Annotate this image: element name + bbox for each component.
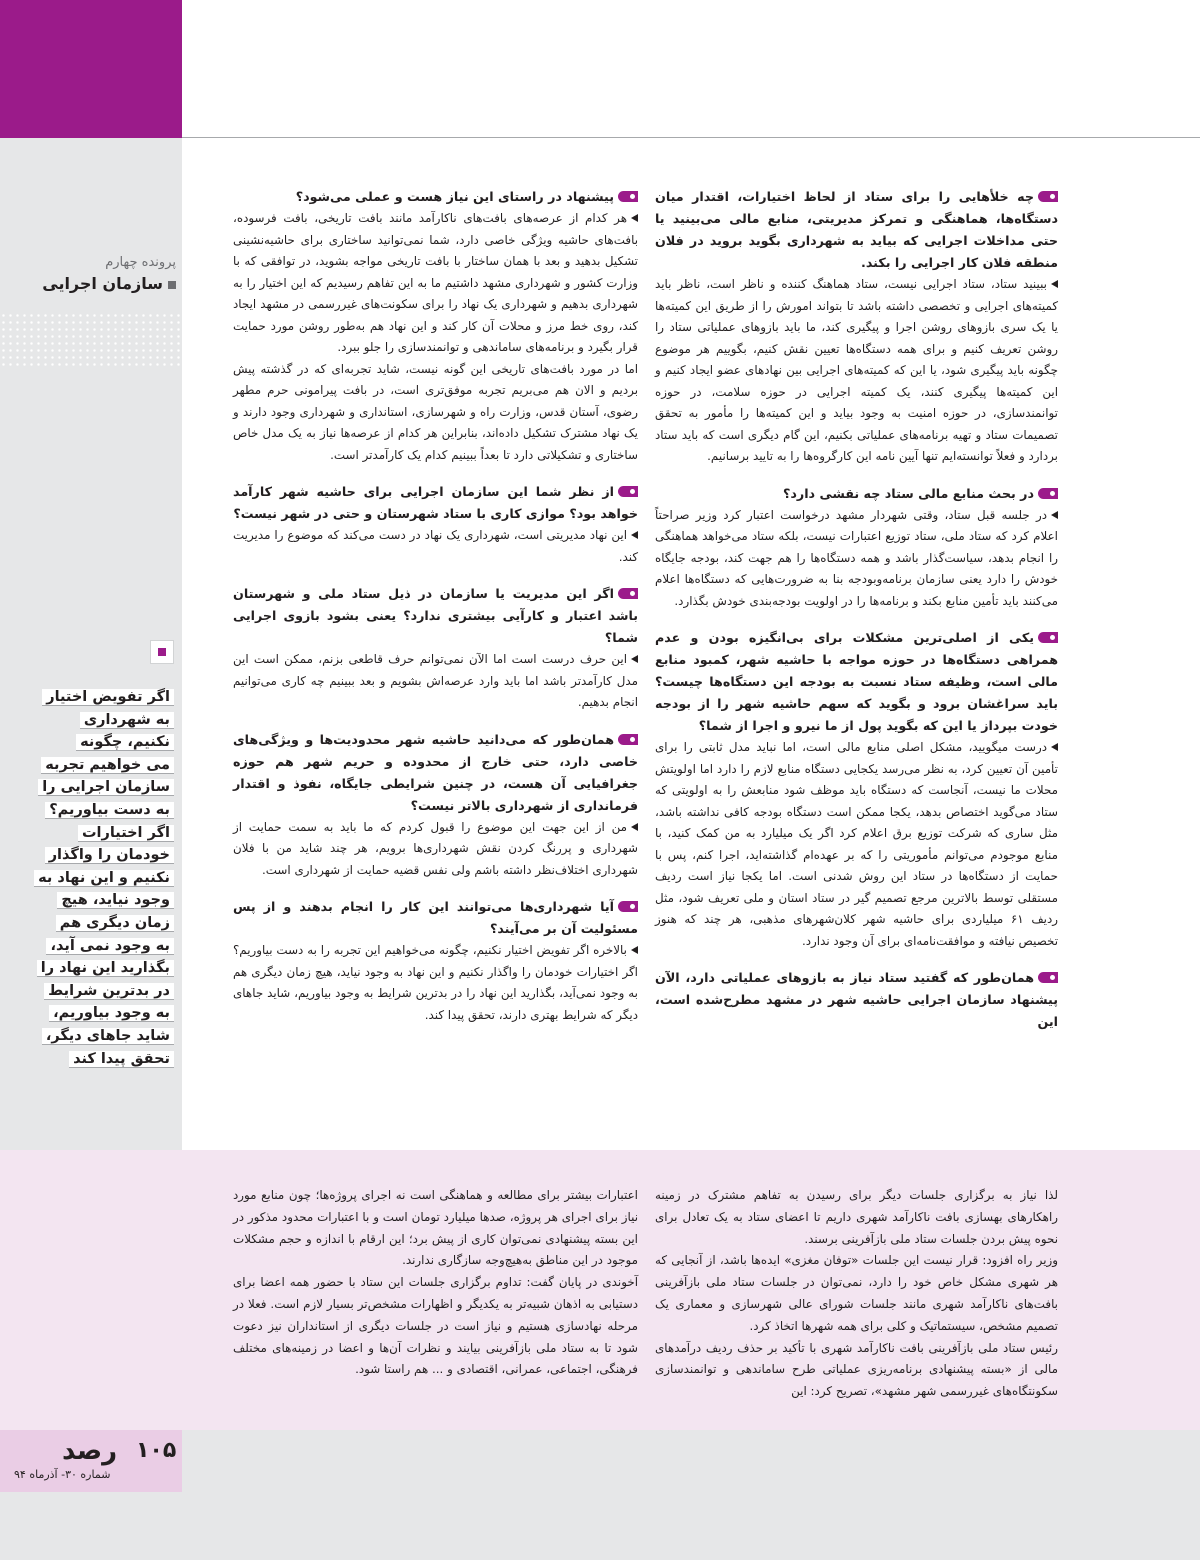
answer [233,359,638,467]
question [233,729,638,817]
news-paragraph: رئیس ستاد ملی بازآفرینی بافت ناکارآمد شهری با تأکید بر حذف ردیف درآمدهای مالی از «بسته پیشنهادی برنامه‌ریزی عملیاتی طرح ساماندهی و توانمندسازی سکونتگاه‌های غیررسمی شهر مشهد»، تصریح کرد: این [655,1340,1058,1399]
question-marker-icon [1038,972,1058,983]
section-number: پرونده چهارم [105,255,176,270]
answer [233,649,638,714]
question-marker-icon [618,588,638,599]
section-title [10,274,176,293]
question-text: یکی از اصلی‌ترین مشکلات برای بی‌انگیزه بودن و عدم همراهی دستگاه‌ها در حوزه مواجه با حاشیه شهر، کمبود منابع مالی است، وظیفه ستاد نسبت به بودجه این دستگاه‌ها چیست؟ باید سراغشان برود و بگوید که سهم حاشیه شهر را از بودجه خودت بپرداز یا این که بگوید پول از ما نیرو و اجرا از شما؟ [655,630,1058,733]
answer-text: اما در مورد بافت‌های تاریخی این گونه نیست، شاید تجربه‌ای که در گذشته پیش بردیم و الان هم می‌بریم تجربه موفق‌تری است، در بافت پیرامونی حرم مطهر رضوی، آستان قدس، وزارت راه و شهرسازی، استانداری و شهرداری وجود دارند و یک نهاد مشترک تشکیل داده‌اند، بنابراین هر کدام از عرصه‌ها نیاز به یک مدل خاص ساختاری و تشکیلاتی دارد تا بعداً ببینیم کدام یک کارآمدتر است. [233,361,638,462]
answer-text: درست میگویید، مشکل اصلی منابع مالی است، اما نباید مدل ثابتی را برای تأمین آن تعیین کرد، به نظر می‌رسد یکجایی دستگاه منابع لازم را دارد اما اولویتش محلات ما نیست، آنجاست که دستگاه باید موظف شود منابعش را به اولویتی که ستاد می‌گوید اختصاص بدهد، یکجا ممکن است دستگاه بودجه کافی نداشته باشد، مثل ساری که شرکت توزیع برق اعلام کرد اگر یک میلیارد به من کمک کنید، با منابع موجودم می‌توانم مأموریتی را که بر عهده‌ام گذاشته‌اید، اجرا کنم، پس با حمایت از دستگاه‌ها در ستاد این روش شدنی است. اما یکجا نیاز است ردیف مستقلی توسط بالاترین مرجع تصمیم گیر در ستاد استان و ملی تعریف شود، مثل ردیف ۶۱ میلیاردی برای حاشیه شهر کلان‌شهرهای مذهبی، هر چند که هنوز تخصیص نیافته و موافقت‌نامه‌ای برای آن وجود ندارد. [655,740,1058,948]
pull-quote-line: اگر اختیارات [78,825,174,842]
pull-quote-line: اگر تفویض اختیار [42,689,174,706]
answer-marker-icon [631,531,638,539]
answer [233,817,638,882]
qa-block [233,729,638,882]
qa-block [233,896,638,1026]
top-rule [182,137,1200,138]
pull-quote-line: می خواهیم تجربه [41,757,174,774]
pull-quote-line: نکنیم، چگونه [76,734,174,751]
qa-block [655,186,1058,468]
answer [233,208,638,359]
answer [655,505,1058,613]
article-column-right [655,186,1058,1048]
answer [655,274,1058,468]
question-text: از نظر شما این سازمان اجرایی برای حاشیه شهر کارآمد خواهد بود؟ موازی کاری با ستاد شهرستان و حتی در شهر نیست؟ [233,484,638,521]
section-header [10,255,176,293]
pull-quote-line: به دست بیاوریم؟ [45,802,174,819]
page-number: ۱۰۵ [136,1438,177,1463]
qa-block [655,627,1058,952]
answer-text: این حرف درست است اما الآن نمی‌توانم حرف قاطعی بزنم، ممکن است این مدل کارآمدتر باشد اما باید وارد عرصه‌اش بشویم و بعد ببینیم چه کاری می‌توانیم انجام بدهیم. [233,652,638,709]
question [655,483,1058,505]
question-text: آیا شهرداری‌ها می‌توانند این کار را انجام بدهند و از پس مسئولیت آن بر می‌آیند؟ [233,899,638,936]
question [655,967,1058,1033]
pull-quote-line: نکنیم و این نهاد به [34,870,174,887]
answer [655,737,1058,952]
question [233,186,638,208]
issue-info: شماره ۳۰- آذرماه ۹۴ [14,1468,111,1481]
question-marker-icon [618,901,638,912]
answer-marker-icon [631,214,638,222]
news-column-right [655,1185,1058,1403]
pull-quote-line: بگذارید این نهاد را [37,960,174,977]
pull-quote-line: شاید جاهای دیگر، [42,1028,174,1045]
question-text: همان‌طور که می‌دانید حاشیه شهر محدودیت‌ها و ویژگی‌های خاصی دارد، حتی خارج از محدوده و حریم شهر هم حوزه جغرافیایی آن هست، در چنین شرایطی جایگاه، نفوذ و اقتدار فرمانداری از شهرداری بالاتر نیست؟ [233,731,638,813]
answer-marker-icon [1051,743,1058,751]
qa-block [233,583,638,714]
answer-marker-icon [1051,280,1058,288]
question-text: چه خلأهایی را برای ستاد از لحاظ اختیارات، اقتدار میان دستگاه‌ها، هماهنگی و تمرکز مدیریتی، منابع مالی می‌بینید یا حتی مداخلات اجرایی که بیاید به شهرداری بگوید بروید در فلان منطقه فلان کار اجرایی را بکند. [655,189,1058,270]
pull-quote-line: به وجود نمی آید، [46,938,174,955]
pull-quote-line: خودمان را واگذار [45,847,174,864]
news-paragraph: لذا نیاز به برگزاری جلسات دیگر برای رسیدن به تفاهم مشترک در زمینه راهکارهای بهسازی بافت ناکارآمد شهری داریم تا اعضای ستاد به یک تعادل برای نحوه پیش بردن جلسات ستاد ملی بازآفرینی برسند. [655,1188,1058,1246]
question [655,186,1058,274]
news-paragraph: اعتبارات بیشتر برای مطالعه و هماهنگی است نه اجرای پروژه‌ها؛ چون منابع مورد نیاز برای اجرای هر پروژه، صدها میلیارد تومان است و با اعتبارات محدود مذکور در این بسته پیشنهادی نمی‌توان کاری از پیش برد؛ این ارقام با اندازه و حجم مشکلات موجود در این مناطق به‌هیچ‌وجه سازگاری ندارند. [233,1188,638,1268]
question [233,481,638,525]
pull-quote-line: تحقق پیدا کند [69,1051,174,1068]
answer [233,525,638,568]
question-text: همان‌طور که گفتید ستاد نیاز به بازوهای عملیاتی دارد، الآن پیشنهاد سازمان اجرایی حاشیه شهر در مشهد مطرح‌شده است، این [655,970,1058,1029]
answer-text: بالاخره اگر تفویض اختیار نکنیم، چگونه می‌خواهیم این تجربه را به دست بیاوریم؟ اگر اختیارات خودمان را واگذار نکنیم و این نهاد به وجود نیاید، هیچ زمان دیگری هم به وجود نمی‌آید، بگذارید این نهاد را در بدترین شرایط به وجود بیاوریم، شاید جاهای دیگر که شرایط بهتری دارند، تحقق پیدا کند. [233,943,638,1022]
qa-block [233,186,638,466]
question-text: پیشنهاد در راستای این نیاز هست و عملی می‌شود؟ [295,189,614,204]
answer-text: من از این جهت این موضوع را قبول کردم که ما باید به سمت حمایت از شهرداری و پررنگ کردن نقش شهرداری‌ها برویم، هر چند شاید من با فلان شهرداری اختلاف‌نظر داشته باشم ولی نفس قضیه حمایت از شهرداری است. [233,819,638,877]
qa-block [233,481,638,568]
qa-block [655,483,1058,613]
quote-marker-icon [150,640,174,664]
answer-text: در جلسه قبل ستاد، وقتی شهردار مشهد درخواست اعتبار کرد وزیر صراحتاً اعلام کرد که ستاد ملی، ستاد توزیع اعتبارات نیست، بلکه ستاد می‌خواهد هماهنگی را انجام بدهد، سیاست‌گذار باشد و همه دستگاه‌ها را هم جهت کند، بودجه جایگاه خودش را دارد یعنی سازمان برنامه‌وبودجه بنا به ضرورت‌هایی که دستگاه‌ها اعلام می‌کنند باید تأمین منابع بکند و برنامه‌ها را در اولویت بودجه‌بندی خودش بگذارد. [655,507,1058,608]
qa-block [655,967,1058,1033]
pull-quote-line: سازمان اجرایی را [38,779,174,796]
question-text: اگر این مدیریت یا سازمان در ذیل ستاد ملی و شهرستان باشد اعتبار و کارآیی بیشتری ندارد؟ یعنی بشود بازوی اجرایی شما؟ [233,586,638,645]
question-marker-icon [618,486,638,497]
answer-text: ببینید ستاد، ستاد اجرایی نیست، ستاد هماهنگ کننده و ناظر است، ناظر باید کمیته‌های اجرایی و تخصصی داشته باشد تا بتواند امورش را از طریق این کمیته‌ها یا یک سری بازوهای روشن اجرا و پیگیری کند، ما باید بازوهای عملیاتی ستاد را روشن تعریف کنیم و برای همه دستگاه‌ها تعیین نقش کنیم، بگوییم هر موضوع چگونه باید پیگیری شود، یا این که کمیته‌های اجرایی بین نهادهای عضو ایجاد کنیم و این کمیته‌ها پیگیری کنند، یک کمیته اجرایی در حوزه سلامت، در حوزه توانمندسازی، در حوزه امنیت به وجود بیاید و این کمیته‌ها را مأمور به تحقق تصمیمات ستاد و تهیه برنامه‌های عملیاتی بکنیم، این گام دیگری است که باید ستاد بردارد و فعلاً توانسته‌ایم تنها آیین نامه این کارگروه‌ها را به تایید برسانیم. [655,277,1058,463]
answer-marker-icon [631,946,638,954]
news-paragraph: وزیر راه افزود: قرار نیست این جلسات «توفان مغزی» ایده‌ها باشد، از آنجایی که هر شهری مشکل خاص خود را دارد، نمی‌توان در جلسات ستاد ملی بازآفرینی بافت‌های ناکارآمد شهری مانند جلسات شورای عالی شهرسازی و معماری یک تصمیم مشخص، سیستماتیک و کلی برای همه شهرها اتخاذ کرد. [655,1253,1058,1333]
news-paragraph: آخوندی در پایان گفت: تداوم برگزاری جلسات این ستاد با حضور همه اعضا برای دستیابی به اذهان شبیه‌تر به یکدیگر و اظهارات مشخص‌تر بسیار لازم است. فعلا در مرحله نهادسازی هستیم و نیاز است در جلسات دیگری از استانداران نیز دعوت شود تا به ستاد ملی بازآفرینی بیایند و نظرات آن‌ها و اعضا در زمینه‌های مختلف فرهنگی، اجتماعی، عمرانی، اقتصادی و ... هم راستا شود. [233,1275,638,1377]
question-text: در بحث منابع مالی ستاد چه نقشی دارد؟ [783,485,1034,501]
question-marker-icon [618,734,638,745]
article-column-left [233,186,638,1041]
question [655,627,1058,737]
square-icon [168,281,176,289]
pull-quote-line: به وجود بیاوریم، [49,1005,174,1022]
answer-text: این نهاد مدیریتی است، شهرداری یک نهاد در دست می‌کند که موضوع را مدیریت کند. [233,528,638,564]
pull-quote-line: وجود نیاید، هیچ [57,892,174,909]
answer-marker-icon [631,823,638,831]
question-marker-icon [1038,632,1058,643]
pull-quote-line: زمان دیگری هم [56,915,174,932]
answer-marker-icon [631,655,638,663]
question [233,896,638,940]
answer [233,940,638,1026]
question-marker-icon [1038,191,1058,202]
magazine-logo: رصد [62,1436,118,1466]
question [233,583,638,649]
answer-text: هر کدام از عرصه‌های بافت‌های ناکارآمد مانند بافت تاریخی، بافت فرسوده، بافت‌های حاشیه ویژگی خاصی دارد، شما نمی‌توانید ساختاری برای حاشیه‌نشینی تشکیل بدهید و بعد با همان ساختار با بافت تاریخی مواجه بشوید، در توافقی که با وزارت کشور و شهرداری مشهد داشتیم ما به این تفاهم رسیدیم که این اختیار را به شهرداری بدهیم و شهرداری یک نهاد را برای سکونت‌های غیررسمی در مشهد ایجاد کند، روی خط مرز و محلات آن کار کند و این نهاد هم به‌طور روشن مورد حمایت قرار بگیرد و برنامه‌های ساماندهی و توانمندسازی را جلو ببرد. [233,211,638,354]
pull-quote [10,686,174,1070]
section-title-text: سازمان اجرایی [42,274,163,293]
pull-quote-line: در بدترین شرایط [44,983,174,1000]
question-marker-icon [618,191,638,202]
dot-pattern [0,312,182,370]
top-color-band [0,0,182,138]
pull-quote-line: به شهرداری [80,712,174,729]
news-column-left [233,1185,638,1381]
answer-marker-icon [1051,511,1058,519]
question-marker-icon [1038,488,1058,499]
